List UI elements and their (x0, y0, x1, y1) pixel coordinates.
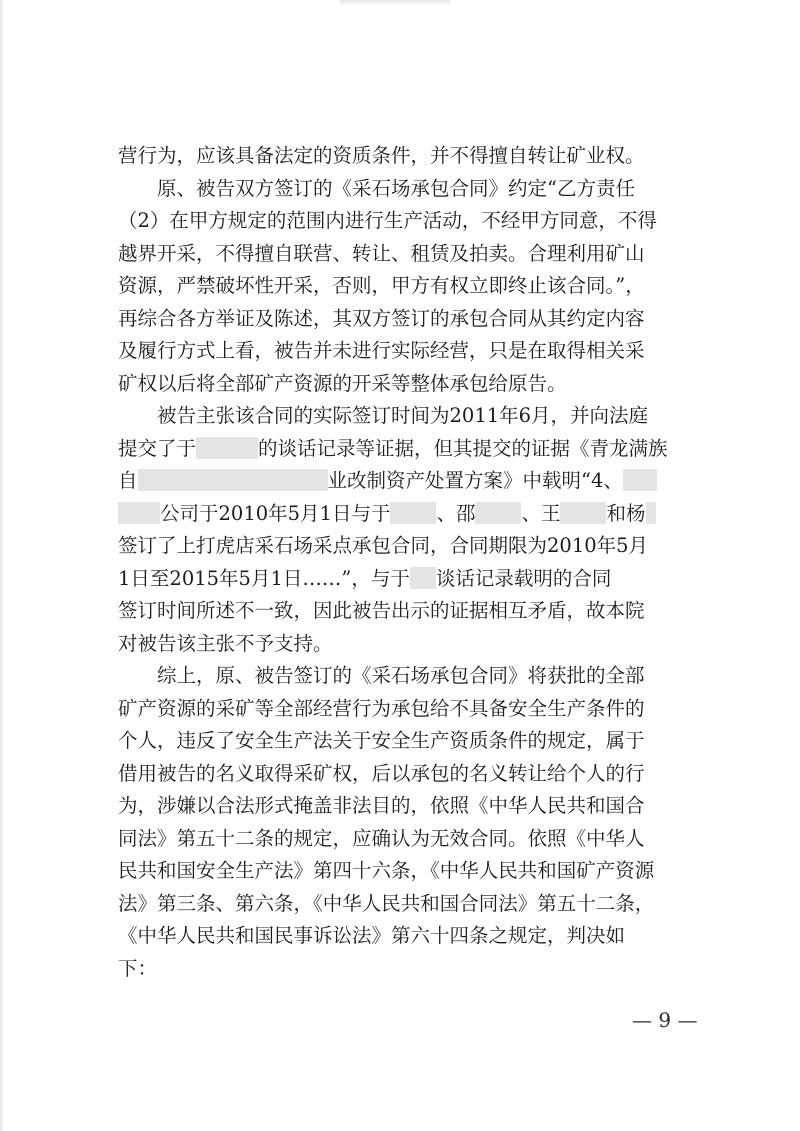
text-segment: 和杨 (606, 501, 646, 525)
text-line: 民共和国安全生产法》第四十六条，《中华人民共和国矿产资源 (118, 859, 655, 882)
text-line: 矿权以后将全部矿产资源的开采等整体承包给原告。 (118, 371, 567, 395)
text-line (118, 433, 718, 466)
redaction-block (410, 567, 436, 589)
redaction-block (390, 502, 436, 524)
document-body (118, 140, 718, 985)
redaction-block (196, 437, 258, 459)
text-line: 及履行方式上看，被告并未进行实际经营，只是在取得相关采 (118, 339, 645, 362)
text-line: 对被告该主张不予支持。 (118, 631, 333, 655)
text-segment: 、王 (521, 501, 561, 525)
paragraph-1 (118, 140, 718, 400)
text-segment: 谈话记录载明的合同 (435, 566, 612, 590)
scan-smudge (340, 0, 450, 6)
redaction-block (623, 469, 657, 491)
text-segment: 的谈话记录等证据，但其提交的证据《青龙满族 (258, 436, 668, 460)
text-line: 签订时间所述不一致，因此被告出示的证据相互矛盾，故本院 (118, 599, 645, 622)
text-line: 签订了上打虎店采石场采点承包合同，合同期限为2010年5月 (118, 534, 649, 557)
text-segment: 公司于2010年5月1日与于 (160, 501, 391, 525)
text-line: 原、被告双方签订的《采石场承包合同》约定“乙方责任 (118, 176, 635, 200)
text-line: 矿产资源的采矿等全部经营行为承包给不具备安全生产条件的 (118, 696, 645, 720)
text-segment: 1日至2015年5月1日……”，与于 (118, 566, 410, 590)
paragraph-2 (118, 400, 718, 660)
text-line: 借用被告的名义取得采矿权，后以承包的名义转让给个人的行 (118, 761, 645, 785)
text-line: 为，涉嫌以合法形式掩盖非法目的，依照《中华人民共和国合 (118, 794, 645, 817)
text-line: 法》第三条、第六条，《中华人民共和国合同法》第五十二条， (118, 891, 655, 915)
text-line: 个人，违反了安全生产法关于安全生产资质条件的规定，属于 (118, 729, 645, 752)
text-line: （2）在甲方规定的范围内进行生产活动，不经甲方同意，不得 (118, 209, 657, 232)
text-line (118, 465, 718, 498)
text-line: 下： (118, 956, 158, 980)
text-line: 越界开采，不得擅自联营、转让、租赁及拍卖。合理利用矿山 (118, 241, 645, 265)
redaction-block (475, 502, 521, 524)
redaction-block (138, 469, 328, 491)
text-line: 再综合各方举证及陈述，其双方签订的承包合同从其约定内容 (118, 306, 645, 330)
text-segment: 自 (118, 469, 138, 492)
page-number: — 9 — (632, 1008, 698, 1032)
text-line (118, 563, 718, 596)
text-line: 资源，严禁破坏性开采，否则，甲方有权立即终止该合同。”， (118, 274, 645, 297)
text-segment: 、邵 (436, 501, 476, 525)
text-line: 同法》第五十二条的规定，应确认为无效合同。依照《中华人 (118, 826, 645, 850)
text-line (118, 498, 718, 531)
text-segment: 提交了于 (118, 436, 197, 460)
redaction-block (118, 502, 160, 524)
text-line: 综上，原、被告签订的《采石场承包合同》将获批的全部 (118, 664, 645, 687)
redaction-block (560, 502, 606, 524)
text-line: 被告主张该合同的实际签订时间为2011年6月，并向法庭 (118, 404, 649, 427)
text-line: 营行为，应该具备法定的资质条件，并不得擅自转让矿业权。 (118, 144, 645, 167)
scan-edge (0, 0, 4, 1131)
text-segment: 业改制资产处置方案》中载明“4、 (327, 469, 623, 492)
redaction-block (646, 502, 656, 524)
text-line: 《中华人民共和国民事诉讼法》第六十四条之规定，判决如 (118, 924, 626, 947)
paragraph-3 (118, 660, 718, 985)
